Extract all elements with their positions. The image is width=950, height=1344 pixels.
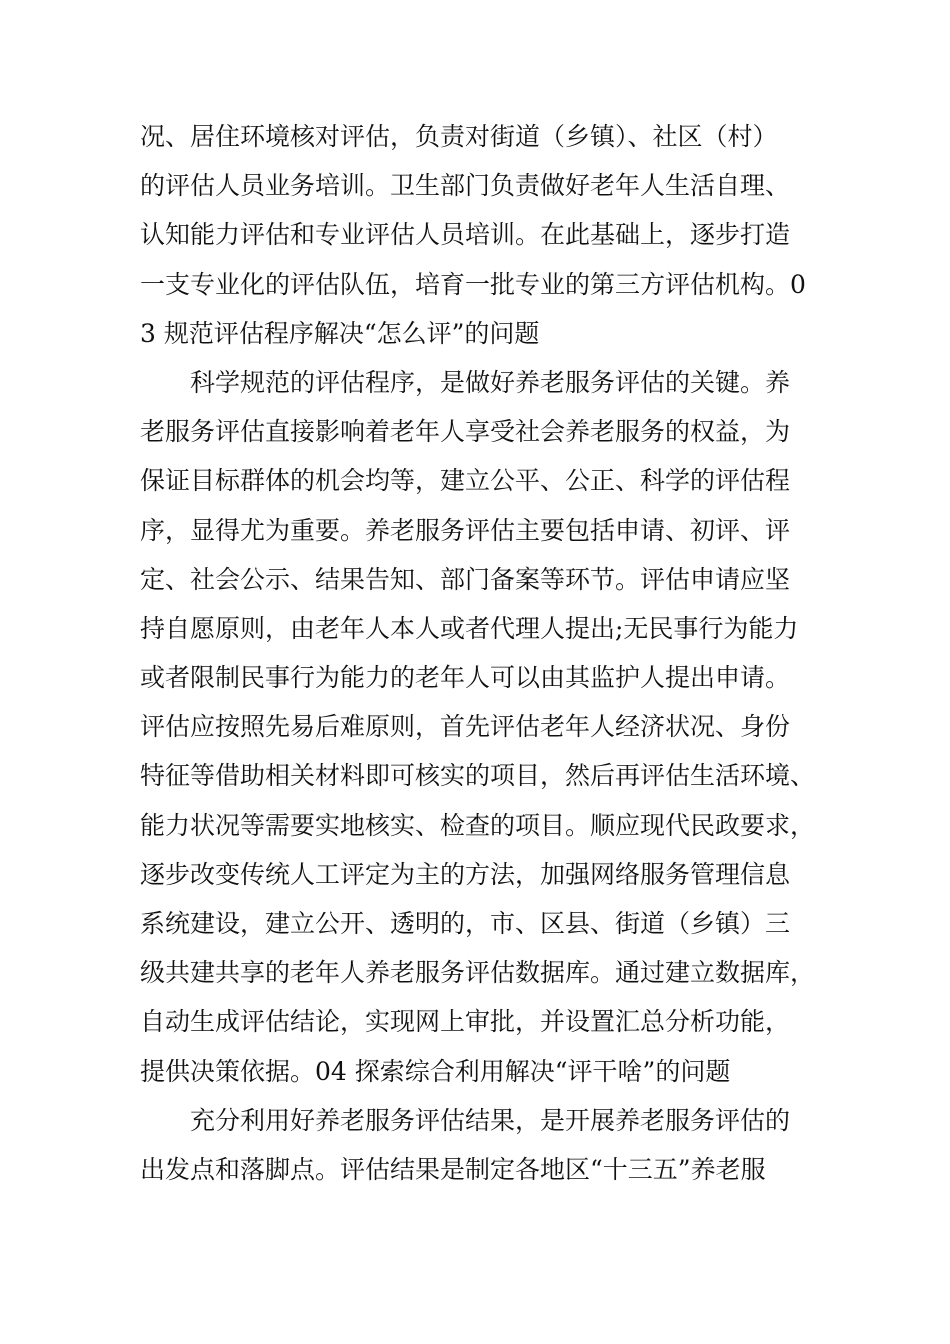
text-line: 3 规范评估程序解决“怎么评”的问题 (140, 318, 540, 348)
text-line: 定、社会公示、结果告知、部门备案等环节。评估申请应坚 (140, 564, 791, 594)
text-line: 序，显得尤为重要。养老服务评估主要包括申请、初评、评 (140, 515, 791, 545)
text-line: 出发点和落脚点。评估结果是制定各地区“十三五”养老服 (140, 1154, 766, 1184)
text-line: 评估应按照先易后难原则，首先评估老年人经济状况、身份 (140, 712, 791, 742)
text-line: 特征等借助相关材料即可核实的项目，然后再评估生活环境、 (140, 761, 816, 791)
text-line: 况、居住环境核对评估，负责对街道（乡镇）、社区（村） (140, 122, 778, 151)
paragraph-first-line: 科学规范的评估程序，是做好养老服务评估的关键。养 (190, 367, 791, 397)
text-line: 保证目标群体的机会均等，建立公平、公正、科学的评估程 (140, 466, 791, 496)
text-line: 的评估人员业务培训。卫生部门负责做好老年人生活自理、 (140, 171, 791, 201)
text-line: 提供决策依据。04 探索综合利用解决“评干啥”的问题 (140, 1056, 731, 1086)
paragraph-first-line: 充分利用好养老服务评估结果，是开展养老服务评估的 (190, 1105, 791, 1135)
body-text (140, 112, 820, 1194)
text-line: 自动生成评估结论，实现网上审批，并设置汇总分析功能， (140, 1007, 791, 1037)
text-line: 或者限制民事行为能力的老年人可以由其监护人提出申请。 (140, 663, 791, 693)
text-line: 一支专业化的评估队伍，培育一批专业的第三方评估机构。0 (140, 269, 806, 299)
text-line: 逐步改变传统人工评定为主的方法，加强网络服务管理信息 (140, 859, 791, 889)
text-line: 能力状况等需要实地核实、检查的项目。顺应现代民政要求， (140, 810, 816, 840)
text-line: 持自愿原则，由老年人本人或者代理人提出;无民事行为能力 (140, 613, 799, 643)
text-line: 级共建共享的老年人养老服务评估数据库。通过建立数据库， (140, 958, 816, 988)
text-line: 老服务评估直接影响着老年人享受社会养老服务的权益，为 (140, 417, 791, 447)
text-line: 认知能力评估和专业评估人员培训。在此基础上，逐步打造 (140, 220, 791, 250)
text-line: 系统建设，建立公开、透明的，市、区县、街道（乡镇）三 (140, 909, 791, 938)
